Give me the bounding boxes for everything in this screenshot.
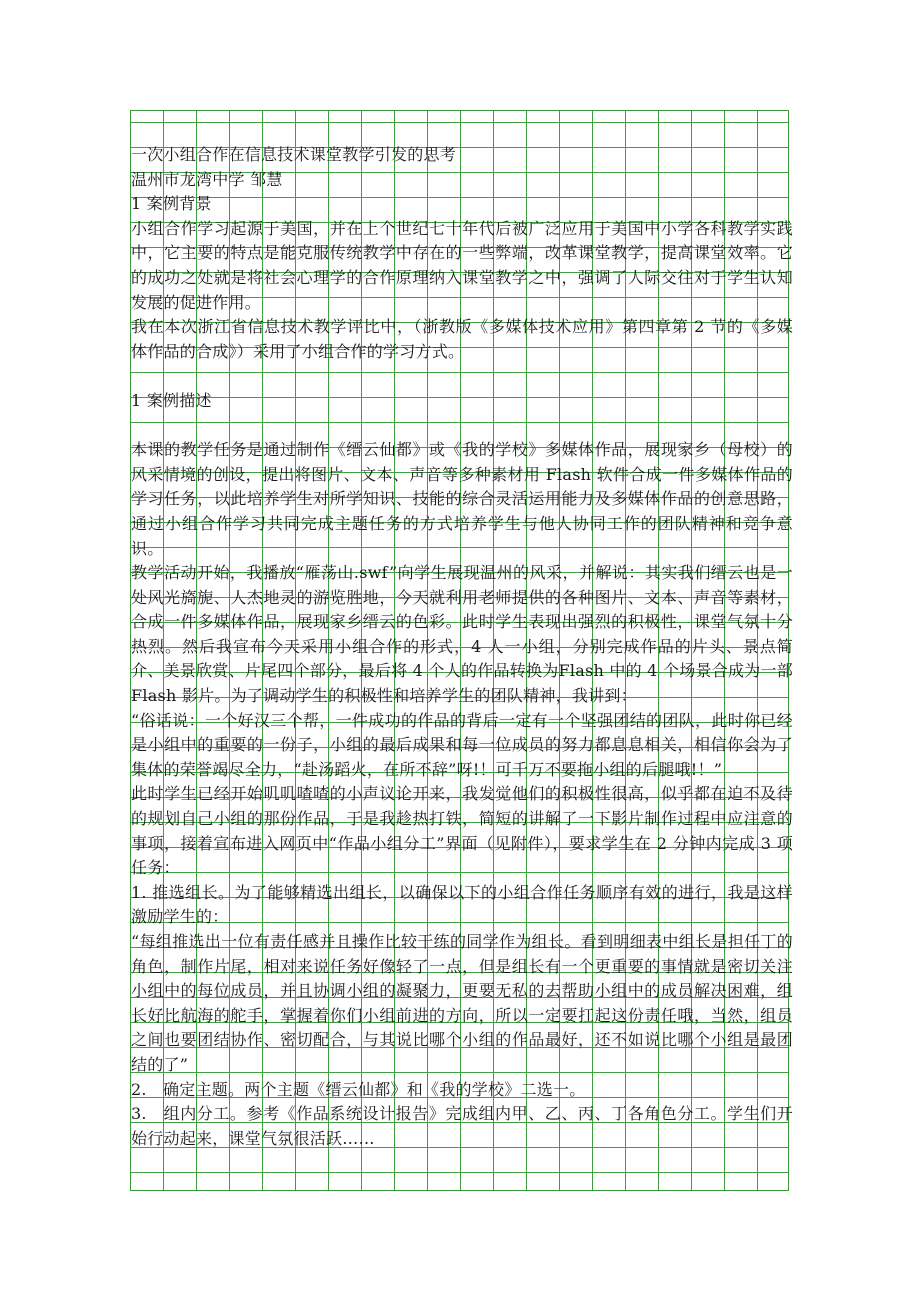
paragraph-description-2: 教学活动开始，我播放“雁荡山.swf”向学生展现温州的风采，并解说：其实我们缙云也是一处风光旖旎、人杰地灵的游览胜地，今天就利用老师提供的各种图片、文本、声音等素材，合成一件多媒体作品，展现家乡缙云的色彩。此时学生表现出强烈的积极性，课堂气氛十分热烈。然后我宣布今天采用小组合作的形式，4 人一小组，分别完成作品的片头、景点简介、美景欣赏、片尾四个部分，最后将 4 个人的作品转换为Flash 中的 4 个场景合成为一部 Flash 影片。为了调动学生的积极性和培养学生的团队精神，我讲到： [131, 563, 793, 706]
document-title: 一次小组合作在信息技术课堂教学引发的思考 [131, 145, 457, 164]
author-line: 温州市龙湾中学 邹慧 [131, 169, 283, 189]
blank-line [131, 364, 793, 389]
quote-teacher-speech: “俗话说：一个好汉三个帮，一件成功的作品的背后一定有一个坚强团结的团队，此时你已经是小组中的重要的一份子，小组的最后成果和每一位成员的努力都息息相关，相信你会为了集体的荣誉竭尽全力，“赴汤蹈火，在所不辞”呀!！可千万不要拖小组的后腿哦!！” [131, 710, 793, 779]
task-item-1: 1. 推选组长。为了能够精选出组长，以确保以下的小组合作任务顺序有效的进行，我是这样激励学生的： [131, 882, 793, 927]
quote-leader-selection: “每组推选出一位有责任感并且操作比较干练的同学作为组长。看到明细表中组长是担任丁的角色，制作片尾，相对来说任务好像轻了一点，但是组长有一个更重要的事情就是密切关注小组中的每位成员，并且协调小组的凝聚力，更要无私的去帮助小组中的成员解决困难，组长好比航海的舵手，掌握着你们小组前进的方向，所以一定要扛起这份责任哦，当然，组员之间也要团结协作、密切配合，与其说比哪个小组的作品最好，还不如说比哪个小组是最团结的了” [131, 932, 793, 1074]
paragraph-background-2: 我在本次浙江省信息技术教学评比中，（浙教版《多媒体技术应用》第四章第 2 节的《多媒体作品的合成》）采用了小组合作的学习方式。 [131, 317, 793, 361]
task-item-3: 3. 组内分工。参考《作品系统设计报告》完成组内甲、乙、丙、丁各角色分工。学生们开始行动起来，课堂气氛很活跃…… [131, 1104, 793, 1148]
paragraph-description-3: 此时学生已经开始叽叽喳喳的小声议论开来，我发觉他们的积极性很高，似乎都在迫不及待的规划自己小组的那份作品，于是我趁热打铁，简短的讲解了一下影片制作过程中应注意的事项，接着宣布进入网页中“作品小组分工”界面（见附件），要求学生在 2 分钟内完成 3 项任务： [131, 784, 793, 878]
document-body [131, 143, 793, 1151]
paragraph-description-1: 本课的教学任务是通过制作《缙云仙都》或《我的学校》多媒体作品，展现家乡（母校）的风采情境的创设，提出将图片、文本、声音等多种素材用 Flash 软件合成一件多媒体作品的学习任务，以此培养学生对所学知识、技能的综合灵活运用能力及多媒体作品的创意思路，通过小组合作学习共同完成主题任务的方式培养学生与他人协同工作的团队精神和竞争意识。 [131, 440, 793, 558]
section-heading-description: 1 案例描述 [131, 390, 212, 410]
blank-line [131, 414, 793, 439]
task-item-2: 2. 确定主题。两个主题《缙云仙都》和《我的学校》二选一。 [131, 1079, 586, 1099]
paragraph-background-1: 小组合作学习起源于美国，并在上个世纪七十年代后被广泛应用于美国中小学各科教学实践中，它主要的特点是能克服传统教学中存在的一些弊端，改革课堂教学，提高课堂效率。它的成功之处就是将社会心理学的合作原理纳入课堂教学之中，强调了人际交往对于学生认知发展的促进作用。 [131, 218, 793, 312]
section-heading-background: 1 案例背景 [131, 194, 212, 214]
